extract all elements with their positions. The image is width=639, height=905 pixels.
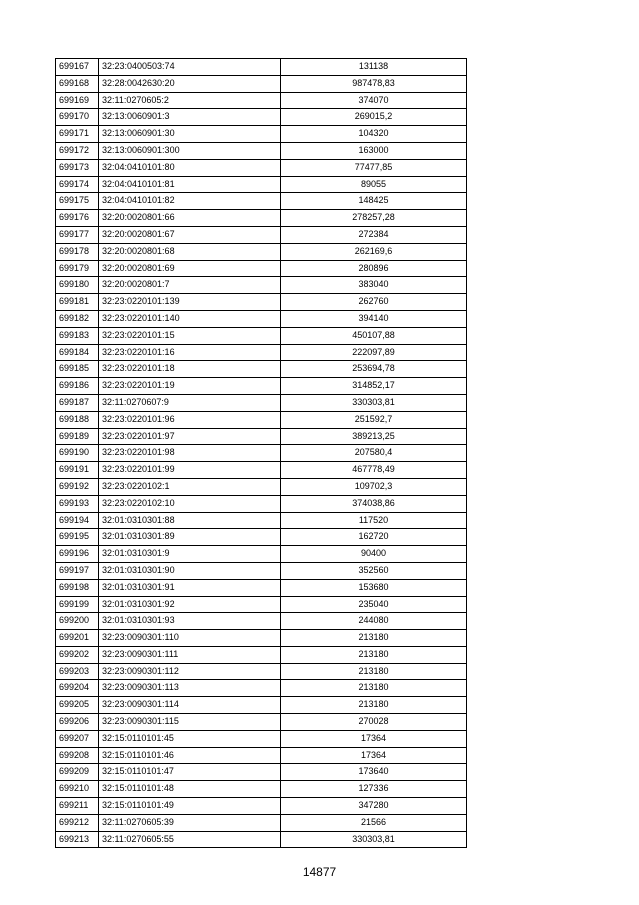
table-row [56,529,467,546]
cadastral-number-cell: 32:13:0060901:3 [99,109,281,126]
table-row [56,378,467,395]
value-cell: 222097,89 [281,344,467,361]
cadastral-number-cell: 32:20:0020801:7 [99,277,281,294]
row-id-cell: 699213 [56,831,99,848]
table-row [56,277,467,294]
cadastral-number-cell: 32:01:0310301:9 [99,546,281,563]
cadastral-number-cell: 32:11:0270605:55 [99,831,281,848]
cadastral-number-cell: 32:23:0090301:113 [99,680,281,697]
value-cell: 347280 [281,798,467,815]
value-cell: 109702,3 [281,478,467,495]
row-id-cell: 699206 [56,714,99,731]
cadastral-number-cell: 32:23:0220101:16 [99,344,281,361]
value-cell: 235040 [281,596,467,613]
table-row [56,226,467,243]
table-body [56,59,467,848]
cadastral-number-cell: 32:11:0270607:9 [99,394,281,411]
cadastral-number-cell: 32:28:0042630:20 [99,75,281,92]
table-row [56,562,467,579]
value-cell: 131138 [281,59,467,76]
cadastral-number-cell: 32:20:0020801:67 [99,226,281,243]
cadastral-number-cell: 32:15:0110101:47 [99,764,281,781]
cadastral-number-cell: 32:23:0220101:19 [99,378,281,395]
value-cell: 467778,49 [281,462,467,479]
cadastral-number-cell: 32:04:0410101:80 [99,159,281,176]
value-cell: 148425 [281,193,467,210]
row-id-cell: 699184 [56,344,99,361]
row-id-cell: 699180 [56,277,99,294]
table-row [56,814,467,831]
row-id-cell: 699177 [56,226,99,243]
cadastral-number-cell: 32:23:0090301:114 [99,697,281,714]
value-cell: 207580,4 [281,445,467,462]
table-row [56,495,467,512]
table-row [56,294,467,311]
value-cell: 153680 [281,579,467,596]
value-cell: 262169,6 [281,243,467,260]
cadastral-number-cell: 32:23:0220101:15 [99,327,281,344]
cadastral-number-cell: 32:23:0090301:115 [99,714,281,731]
cadastral-number-cell: 32:23:0220101:97 [99,428,281,445]
table-row [56,210,467,227]
table-row [56,596,467,613]
row-id-cell: 699173 [56,159,99,176]
value-cell: 394140 [281,310,467,327]
table-row [56,243,467,260]
table-row [56,310,467,327]
value-cell: 330303,81 [281,831,467,848]
row-id-cell: 699175 [56,193,99,210]
value-cell: 272384 [281,226,467,243]
row-id-cell: 699188 [56,411,99,428]
row-id-cell: 699209 [56,764,99,781]
cadastral-number-cell: 32:20:0020801:69 [99,260,281,277]
cadastral-number-cell: 32:23:0220101:96 [99,411,281,428]
cadastral-number-cell: 32:01:0310301:89 [99,529,281,546]
row-id-cell: 699201 [56,630,99,647]
row-id-cell: 699199 [56,596,99,613]
row-id-cell: 699178 [56,243,99,260]
row-id-cell: 699170 [56,109,99,126]
table-row [56,344,467,361]
value-cell: 17364 [281,747,467,764]
table-row [56,630,467,647]
cadastral-number-cell: 32:11:0270605:39 [99,814,281,831]
value-cell: 162720 [281,529,467,546]
row-id-cell: 699189 [56,428,99,445]
page-number: 14877 [302,865,337,879]
cadastral-number-cell: 32:20:0020801:66 [99,210,281,227]
cadastral-number-cell: 32:23:0220101:99 [99,462,281,479]
cadastral-number-cell: 32:15:0110101:48 [99,781,281,798]
table-row [56,394,467,411]
row-id-cell: 699187 [56,394,99,411]
table-row [56,697,467,714]
table-row [56,579,467,596]
cadastral-number-cell: 32:23:0090301:110 [99,630,281,647]
row-id-cell: 699195 [56,529,99,546]
value-cell: 253694,78 [281,361,467,378]
value-cell: 383040 [281,277,467,294]
row-id-cell: 699172 [56,142,99,159]
cadastral-number-cell: 32:15:0110101:49 [99,798,281,815]
row-id-cell: 699168 [56,75,99,92]
value-cell: 163000 [281,142,467,159]
value-cell: 251592,7 [281,411,467,428]
row-id-cell: 699205 [56,697,99,714]
cadastral-number-cell: 32:23:0220101:98 [99,445,281,462]
data-table [55,58,467,848]
value-cell: 213180 [281,646,467,663]
row-id-cell: 699202 [56,646,99,663]
table-row [56,747,467,764]
row-id-cell: 699183 [56,327,99,344]
value-cell: 352560 [281,562,467,579]
row-id-cell: 699193 [56,495,99,512]
row-id-cell: 699210 [56,781,99,798]
row-id-cell: 699179 [56,260,99,277]
table-row [56,411,467,428]
value-cell: 278257,28 [281,210,467,227]
value-cell: 262760 [281,294,467,311]
table-row [56,109,467,126]
cadastral-number-cell: 32:15:0110101:45 [99,730,281,747]
row-id-cell: 699167 [56,59,99,76]
cadastral-number-cell: 32:04:0410101:82 [99,193,281,210]
cadastral-number-cell: 32:13:0060901:30 [99,126,281,143]
cadastral-number-cell: 32:23:0090301:111 [99,646,281,663]
value-cell: 270028 [281,714,467,731]
table-row [56,193,467,210]
cadastral-number-cell: 32:13:0060901:300 [99,142,281,159]
value-cell: 127336 [281,781,467,798]
row-id-cell: 699203 [56,663,99,680]
value-cell: 987478,83 [281,75,467,92]
table-row [56,159,467,176]
value-cell: 117520 [281,512,467,529]
table-row [56,59,467,76]
value-cell: 213180 [281,697,467,714]
value-cell: 314852,17 [281,378,467,395]
cadastral-number-cell: 32:23:0220101:18 [99,361,281,378]
cadastral-number-cell: 32:01:0310301:91 [99,579,281,596]
table-row [56,512,467,529]
cadastral-number-cell: 32:15:0110101:46 [99,747,281,764]
row-id-cell: 699171 [56,126,99,143]
value-cell: 280896 [281,260,467,277]
table-row [56,92,467,109]
row-id-cell: 699194 [56,512,99,529]
value-cell: 213180 [281,663,467,680]
cadastral-number-cell: 32:04:0410101:81 [99,176,281,193]
row-id-cell: 699176 [56,210,99,227]
table-row [56,75,467,92]
table-row [56,546,467,563]
table-row [56,445,467,462]
value-cell: 213180 [281,680,467,697]
table-row [56,714,467,731]
row-id-cell: 699208 [56,747,99,764]
cadastral-number-cell: 32:23:0220101:139 [99,294,281,311]
row-id-cell: 699174 [56,176,99,193]
value-cell: 269015,2 [281,109,467,126]
table-row [56,126,467,143]
table-row [56,327,467,344]
row-id-cell: 699169 [56,92,99,109]
cadastral-number-cell: 32:01:0310301:93 [99,613,281,630]
row-id-cell: 699182 [56,310,99,327]
value-cell: 77477,85 [281,159,467,176]
cadastral-number-cell: 32:01:0310301:90 [99,562,281,579]
value-cell: 213180 [281,630,467,647]
table-row [56,730,467,747]
cadastral-number-cell: 32:01:0310301:88 [99,512,281,529]
table-row [56,831,467,848]
value-cell: 90400 [281,546,467,563]
table-row [56,142,467,159]
cadastral-number-cell: 32:23:0090301:112 [99,663,281,680]
row-id-cell: 699185 [56,361,99,378]
value-cell: 104320 [281,126,467,143]
row-id-cell: 699196 [56,546,99,563]
value-cell: 21566 [281,814,467,831]
value-cell: 173640 [281,764,467,781]
row-id-cell: 699186 [56,378,99,395]
table-row [56,462,467,479]
value-cell: 89055 [281,176,467,193]
row-id-cell: 699198 [56,579,99,596]
row-id-cell: 699212 [56,814,99,831]
value-cell: 244080 [281,613,467,630]
value-cell: 330303,81 [281,394,467,411]
row-id-cell: 699200 [56,613,99,630]
value-cell: 374070 [281,92,467,109]
cadastral-number-cell: 32:23:0220102:10 [99,495,281,512]
value-cell: 389213,25 [281,428,467,445]
row-id-cell: 699181 [56,294,99,311]
table-row [56,176,467,193]
value-cell: 450107,88 [281,327,467,344]
row-id-cell: 699211 [56,798,99,815]
row-id-cell: 699191 [56,462,99,479]
row-id-cell: 699192 [56,478,99,495]
table-row [56,478,467,495]
value-cell: 374038,86 [281,495,467,512]
cadastral-number-cell: 32:23:0220102:1 [99,478,281,495]
table-row [56,764,467,781]
row-id-cell: 699197 [56,562,99,579]
table-row [56,361,467,378]
value-cell: 17364 [281,730,467,747]
table-row [56,680,467,697]
table-row [56,663,467,680]
row-id-cell: 699207 [56,730,99,747]
cadastral-number-cell: 32:20:0020801:68 [99,243,281,260]
row-id-cell: 699190 [56,445,99,462]
cadastral-number-cell: 32:23:0220101:140 [99,310,281,327]
table-row [56,798,467,815]
cadastral-number-cell: 32:23:0400503:74 [99,59,281,76]
table-row [56,646,467,663]
table-row [56,781,467,798]
table-row [56,613,467,630]
cadastral-number-cell: 32:11:0270605:2 [99,92,281,109]
row-id-cell: 699204 [56,680,99,697]
cadastral-number-cell: 32:01:0310301:92 [99,596,281,613]
table-row [56,260,467,277]
table-row [56,428,467,445]
